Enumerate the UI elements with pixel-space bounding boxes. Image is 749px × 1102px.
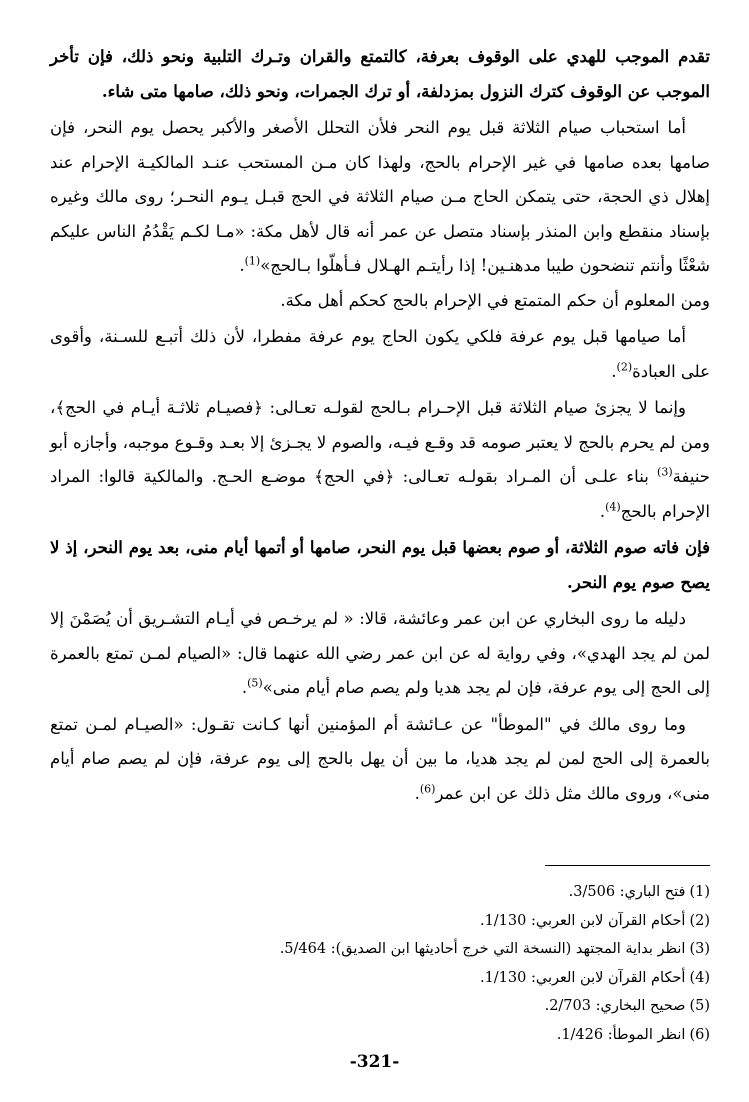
footnote-text: أحكام القرآن لابن العربي: 1/130. — [479, 912, 686, 929]
page-number: -321- — [349, 1052, 400, 1072]
footnote-text: أحكام القرآن لابن العربي: 1/130. — [479, 969, 686, 986]
footnote-item — [240, 907, 710, 936]
paragraph-before-arafah — [50, 320, 710, 389]
footnote-text: صحيح البخاري: 2/703. — [544, 998, 686, 1015]
paragraph-tail: . — [414, 783, 420, 803]
footnote-number: (6) — [689, 1026, 710, 1043]
footnote-item — [240, 935, 710, 964]
paragraph-text: تقدم الموجب للهدي على الوقوف بعرفة، كالتمتع والقران وتـرك التلبية ونحو ذلك، فإن تأخر الموجب عن الوقوف كترك النزول بمزدلفة، أو ترك الجمرات، ونحو ذلك، صامها متى شاء. — [50, 47, 710, 101]
paragraph-tail: بناء علـى أن المـراد بقولـه تعـالى: ﴿في الحج﴾ موضـع الحـج. والمالكية قالوا: المراد الإحرام بالحج — [50, 467, 710, 521]
paragraph-text: أما استحباب صيام الثلاثة قبل يوم النحر فلأن التحلل الأصغر والأكبر يحصل يوم النحر، فإن صامها بعده صامها في غير الإحرام بالحج، ولهذا كان مـن المستحب عنـد المالكيـة الإحرام عند إهلال ذي الحجة، حتى يتمكن الحاج مـن صيام الثلاثة في الحج قبـل يـوم النحـر؛ روى مالك وغيره بإسناد منقطع وابن المنذر بإسناد متصل عن عمر أنه قال لأهل مكة: «مـا لكـم يَقْدُمُ الناس عليكم شعْثًا وأنتم تنضحون طيبا مدهنـين! إذا رأيتـم الهـلال فـأهلّوا بـالحج» — [50, 118, 710, 275]
footnote-ref-5[interactable]: (5) — [247, 676, 263, 690]
page-body — [50, 40, 710, 813]
paragraph-text: وما روى مالك في "الموطأ" عن عـائشة أم المؤمنين أنها كـانت تقـول: «الصيـام لمـن تمتع بالعمرة إلى الحج لمن لم يجد هديا، ما بين أن يهل بالحج إلى يوم عرفة، فإن لم يصم صام أيام منى»، وروى مالك مثل ذلك عن ابن عمر — [50, 714, 710, 803]
footnote-number: (2) — [689, 912, 710, 929]
paragraph-preference-before-nahr — [50, 111, 710, 318]
footnote-ref-6[interactable]: (6) — [419, 782, 436, 795]
paragraph-tail: . — [599, 501, 606, 521]
paragraph-bukhari-evidence — [50, 602, 710, 706]
footnote-ref-4[interactable]: (4) — [605, 500, 621, 513]
footnote-number: (5) — [689, 998, 710, 1015]
footnote-text: انظر بداية المجتهد (النسخة التي خرج أحاديثها ابن الصديق): 5/464. — [279, 941, 686, 958]
footnote-divider — [545, 865, 710, 866]
paragraph-text: ومن المعلوم أن حكم المتمتع في الإحرام بالحج كحكم أهل مكة. — [280, 290, 710, 310]
paragraph-tail: . — [239, 256, 245, 275]
footnote-number: (4) — [689, 969, 710, 986]
footnote-number: (3) — [689, 941, 710, 958]
footnote-text: انظر الموطأ: 1/426. — [556, 1026, 686, 1043]
paragraph-muwatta-evidence — [50, 708, 710, 812]
footnote-item — [240, 878, 710, 907]
footnote-ref-1[interactable]: (1) — [244, 254, 261, 268]
paragraph-not-before-ihram — [50, 391, 710, 529]
footnote-ref-2[interactable]: (2) — [616, 360, 633, 373]
paragraph-tail: . — [241, 678, 248, 697]
paragraph-text: وإنما لا يجزئ صيام الثلاثة قبل الإحـرام بـالحج لقولـه تعـالى: ﴿فصيـام ثلاثـة أيـام في الحج﴾، ومن لم يحرم بالحج لا يعتبر صومه قد وقـع فيـه، والصوم لا يجـزئ إلا بعـد وقـوع موجبه، وأجازه أبو حنيفة — [50, 398, 710, 486]
paragraph-text: دليله ما روى البخاري عن ابن عمر وعائشة، قالا: « لم يرخـص في أيـام التشـريق أن يُصَمْنَ إلا لمن لم يجد الهدي»، وفي رواية له عن ابن عمر رضي الله عنهما قال: «الصيام لمـن تمتع بالعمرة إلى الحج إلى يوم عرفة، فإن لم يجد هديا ولم يصم صام أيام منى» — [50, 609, 710, 697]
footnote-item — [240, 992, 710, 1021]
paragraph-tail: . — [611, 361, 617, 381]
footnote-ref-3[interactable]: (3) — [657, 465, 673, 479]
footnote-item — [240, 1021, 710, 1050]
paragraph-conclusion-bold — [50, 40, 710, 109]
footnotes — [240, 878, 710, 1050]
footnote-number: (1) — [689, 884, 710, 900]
paragraph-missed-fast-bold — [50, 531, 710, 600]
paragraph-text: فإن فاته صوم الثلاثة، أو صوم بعضها قبل يوم النحر، صامها أو أتمها أيام منى، بعد يوم النحر، إذ لا يصح صوم يوم النحر. — [50, 538, 710, 592]
footnote-text: فتح الباري: 3/506. — [568, 884, 686, 900]
footnote-item — [240, 964, 710, 993]
paragraph-text: أما صيامها قبل يوم عرفة فلكي يكون الحاج يوم عرفة مفطرا، لأن ذلك أتبـع للسـنة، وأقوى على العبادة — [50, 327, 710, 381]
